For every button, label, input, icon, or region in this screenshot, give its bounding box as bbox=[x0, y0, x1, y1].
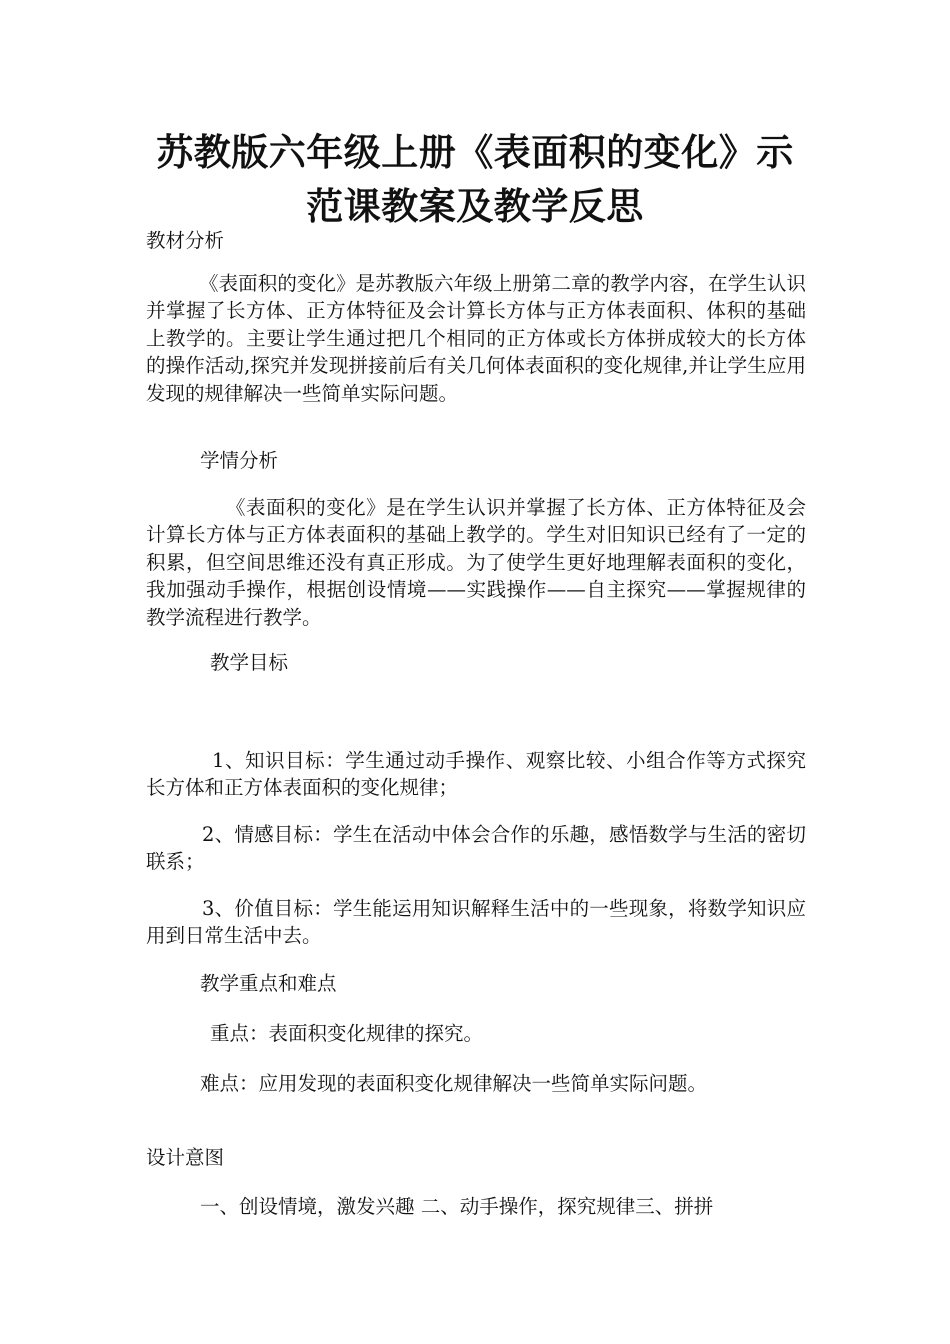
heading-material-analysis: 教材分析 bbox=[146, 229, 225, 252]
heading-teaching-goals: 教学目标 bbox=[210, 651, 289, 674]
goal-knowledge: 1、知识目标：学生通过动手操作、观察比较、小组合作等方式探究长方体和正方体表面积的变化规律； bbox=[146, 749, 806, 800]
design-intent-line: 一、创设情境，激发兴趣 二、动手操作，探究规律三、拼拼 bbox=[200, 1195, 714, 1218]
heading-student-analysis: 学情分析 bbox=[200, 449, 279, 472]
key-point: 重点：表面积变化规律的探究。 bbox=[210, 1022, 484, 1045]
paragraph-material-analysis: 《表面积的变化》是苏教版六年级上册第二章的教学内容，在学生认识并掌握了长方体、正方体特征及会计算长方体与正方体表面积、体积的基础上教学的。主要让学生通过把几个相同的正方体或长方体拼成较大的长方体的操作活动,探究并发现拼接前后有关几何体表面积的变化规律,并让学生应用发现的规律解决一些简单实际问题。 bbox=[146, 272, 806, 405]
difficult-point: 难点：应用发现的表面积变化规律解决一些简单实际问题。 bbox=[200, 1072, 708, 1095]
goal-value: 3、价值目标：学生能运用知识解释生活中的一些现象，将数学知识应用到日常生活中去。 bbox=[146, 897, 806, 948]
document-title bbox=[120, 126, 830, 234]
goal-emotion: 2、情感目标：学生在活动中体会合作的乐趣，感悟数学与生活的密切联系； bbox=[146, 823, 806, 874]
heading-design-intent: 设计意图 bbox=[146, 1146, 225, 1169]
heading-key-difficult-points: 教学重点和难点 bbox=[200, 972, 337, 995]
title-line-2: 范课教案及教学反思 bbox=[306, 185, 644, 228]
paragraph-student-analysis: 《表面积的变化》是在学生认识并掌握了长方体、正方体特征及会计算长方体与正方体表面积的基础上教学的。学生对旧知识已经有了一定的积累，但空间思维还没有真正形成。为了使学生更好地理解表面积的变化，我加强动手操作，根据创设情境——实践操作——自主探究——掌握规律的教学流程进行教学。 bbox=[146, 496, 806, 629]
title-line-1: 苏教版六年级上册《表面积的变化》示 bbox=[156, 131, 794, 174]
